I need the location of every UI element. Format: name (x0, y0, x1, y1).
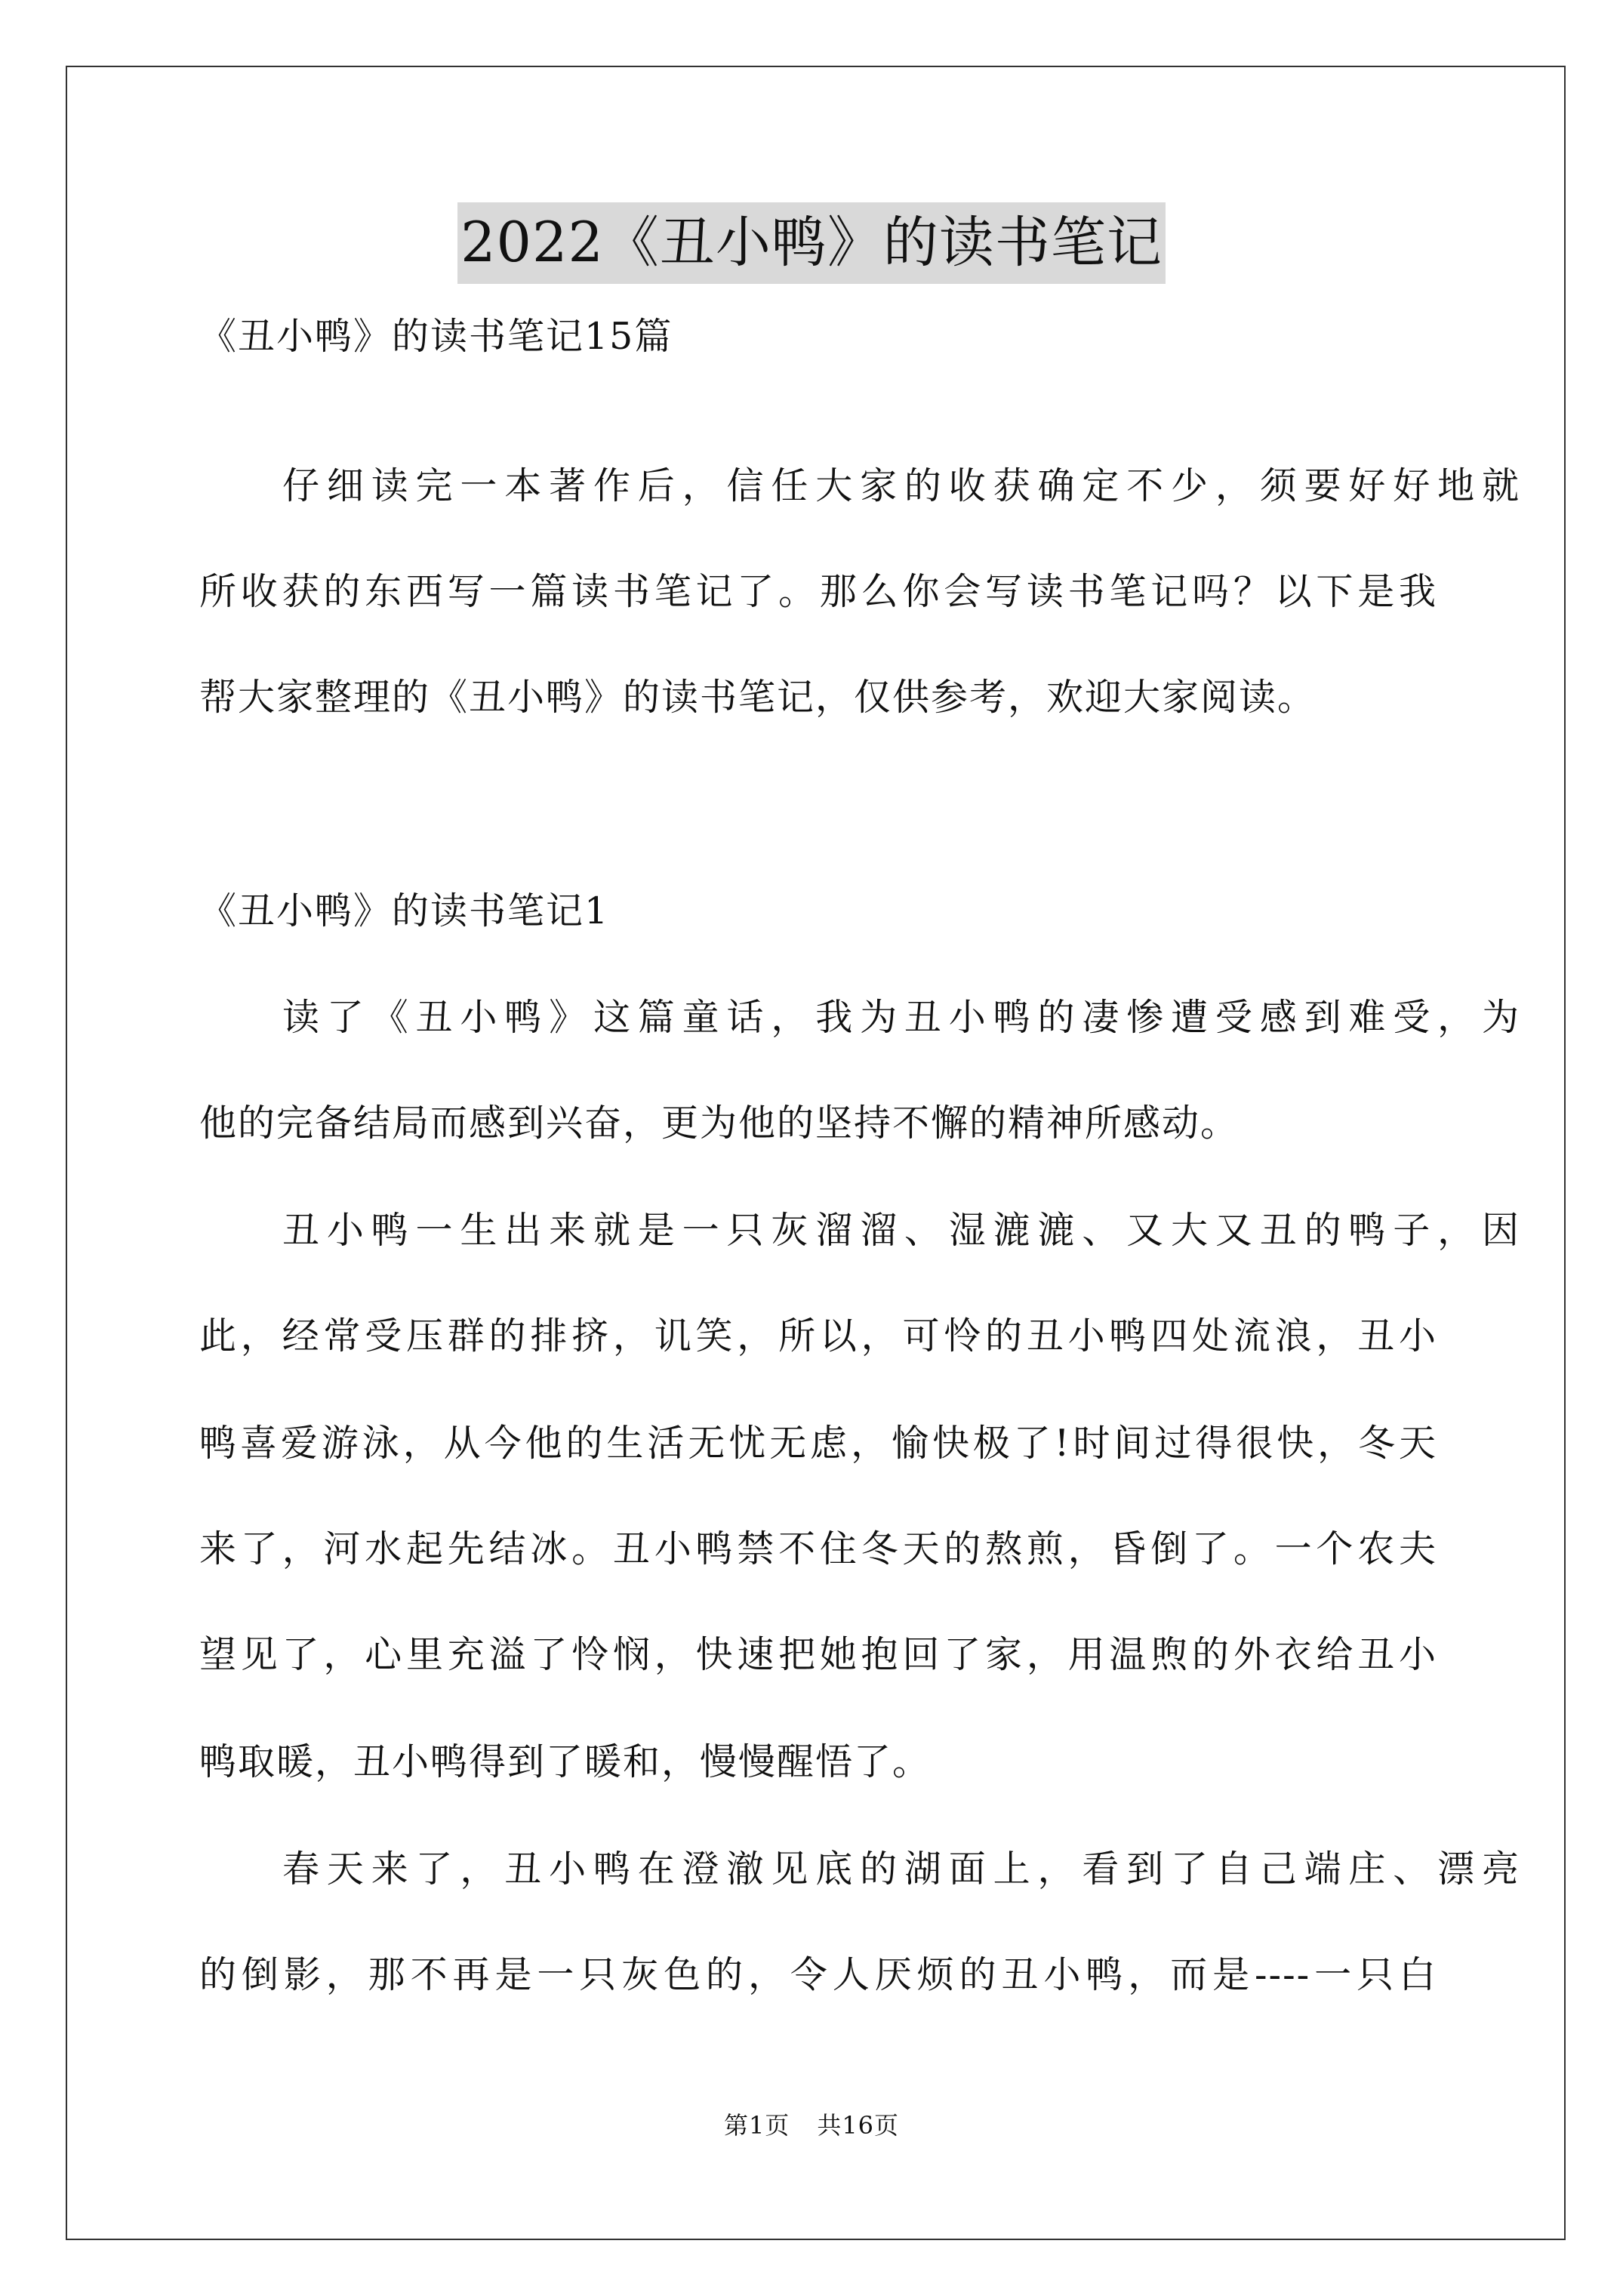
paragraph3-line-2: 的倒影，那不再是一只灰色的，令人厌烦的丑小鸭，而是----一只白 (199, 1953, 1437, 1996)
intro-line-3: 帮大家整理的《丑小鸭》的读书笔记，仅供参考，欢迎大家阅读。 (199, 676, 1317, 719)
title-container (0, 202, 1623, 284)
section-heading: 《丑小鸭》的读书笔记1 (199, 889, 610, 932)
page-number: 第1页 (723, 2111, 790, 2140)
intro-line-1: 仔细读完一本著作后，信任大家的收获确定不少，须要好好地就 (282, 464, 1520, 507)
paragraph2-line-3: 鸭喜爱游泳，从今他的生活无忧无虑，愉快极了!时间过得很快，冬天 (199, 1422, 1437, 1465)
paragraph2-line-1: 丑小鸭一生出来就是一只灰溜溜、湿漉漉、又大又丑的鸭子，因 (282, 1209, 1520, 1252)
intro-line-2: 所收获的东西写一篇读书笔记了。那么你会写读书笔记吗？以下是我 (199, 570, 1437, 613)
paragraph2-line-5: 望见了，心里充溢了怜悯，快速把她抱回了家，用温煦的外衣给丑小 (199, 1633, 1437, 1676)
subtitle: 《丑小鸭》的读书笔记15篇 (199, 315, 673, 358)
total-pages: 共16页 (817, 2111, 900, 2140)
page-border (66, 66, 1566, 2240)
paragraph1-line-1: 读了《丑小鸭》这篇童话，我为丑小鸭的凄惨遭受感到难受，为 (282, 996, 1520, 1039)
paragraph2-line-6: 鸭取暖，丑小鸭得到了暖和，慢慢醒悟了。 (199, 1740, 932, 1783)
paragraph2-line-2: 此，经常受压群的排挤，讥笑，所以，可怜的丑小鸭四处流浪，丑小 (199, 1314, 1437, 1358)
paragraph2-line-4: 来了，河水起先结冰。丑小鸭禁不住冬天的熬煎，昏倒了。一个农夫 (199, 1527, 1437, 1570)
document-title: 2022《丑小鸭》的读书笔记 (457, 202, 1166, 284)
paragraph1-line-2: 他的完备结局而感到兴奋，更为他的坚持不懈的精神所感动。 (199, 1102, 1240, 1145)
page-footer (0, 2110, 1623, 2140)
paragraph3-line-1: 春天来了，丑小鸭在澄澈见底的湖面上，看到了自己端庄、漂亮 (282, 1848, 1520, 1891)
